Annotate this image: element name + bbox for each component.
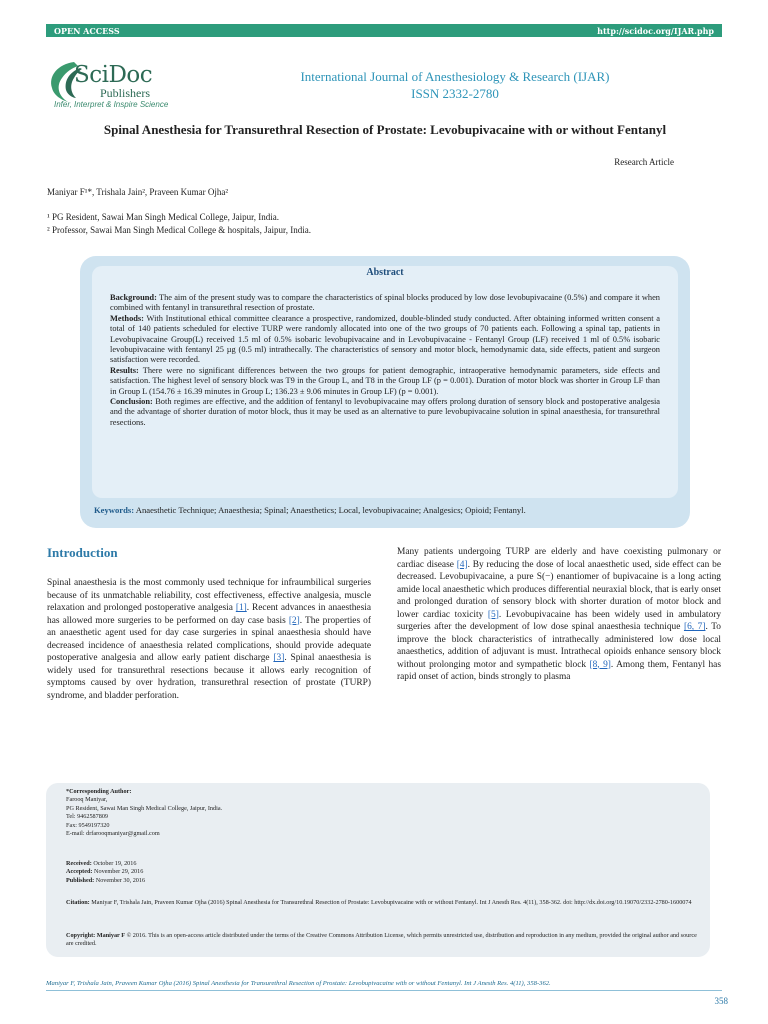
intro-left-column — [47, 577, 371, 702]
corresponding-author — [66, 788, 666, 838]
corr-email[interactable]: E-mail: drfarooqmaniyar@gmail.com — [66, 830, 160, 838]
intro-text: . Recent advances in anaesthesia has allowed more surgeries to be performed on day case basis — [47, 603, 371, 626]
citation-label: Citation: — [66, 899, 90, 906]
results-label: Results: — [110, 365, 139, 375]
corr-tel: Tel: 9462587809 — [66, 813, 109, 821]
article-title: Spinal Anesthesia for Transurethral Resection of Prostate: Levobupivacaine with or without Fentanyl — [103, 122, 667, 137]
ref-link[interactable]: [5] — [487, 609, 499, 620]
author-list: Maniyar F¹*, Trishala Jain², Praveen Kumar Ojha² — [47, 187, 229, 197]
article-type: Research Article — [614, 157, 674, 167]
open-access-label: OPEN ACCESS — [54, 25, 120, 36]
conclusion-text: Both regimes are effective, and the addition of fentanyl to levobupivacaine may offers prolong duration of sensory block and postoperative analgesia and the advantage of shorter duration of motor block, thus it may be used as an alternative to pure levobupivacaine solution in spinal anaesthesia, for transurethral resections. — [110, 397, 660, 427]
abstract-body — [110, 293, 660, 428]
keywords-label: Keywords: — [94, 505, 135, 515]
background-text: The aim of the present study was to compare the characteristics of spinal blocks produced by low dose levobupivacaine (0.5%) and compare it when combined with fentanyl in transurethral resection of prostate. — [110, 293, 660, 313]
keywords-line — [94, 505, 684, 515]
intro-text: . Among them, Fentanyl has rapid onset of action, binds strongly to plasma — [397, 659, 721, 682]
copyright-block — [66, 932, 700, 949]
abstract-heading: Abstract — [366, 267, 404, 278]
conclusion-label: Conclusion: — [110, 397, 153, 407]
introduction-heading: Introduction — [47, 545, 118, 560]
ref-link[interactable]: [4] — [456, 559, 468, 570]
header-bar — [46, 24, 722, 37]
citation-block — [66, 899, 700, 907]
published-label: Published: — [66, 876, 95, 884]
scidoc-logo — [44, 58, 204, 112]
abstract-methods — [110, 314, 660, 366]
received-date: October 19, 2016 — [93, 860, 137, 867]
keywords-text: Anaesthetic Technique; Anaesthesia; Spinal; Anaesthetics; Local, levobupivacaine; Analgesics; Opioid; Fentanyl. — [135, 505, 526, 515]
logo-tagline: Infer, Interpret & Inspire Science — [54, 100, 169, 109]
received-label: Received: — [66, 860, 92, 867]
logo-publishers: Publishers — [100, 86, 151, 100]
ref-link[interactable]: [1] — [235, 603, 247, 613]
ref-link[interactable]: [8, 9] — [589, 659, 611, 670]
affiliation-2: ² Professor, Sawai Man Singh Medical College & hospitals, Jaipur, India. — [47, 225, 311, 235]
page-number: 358 — [714, 996, 728, 1006]
dates-block — [66, 860, 666, 885]
accepted-label: Accepted: — [66, 868, 93, 876]
intro-text: . Spinal anaesthesia is widely used for transurethral resections because it allows early recognition of symptoms caused by over hydration, transurethral resection of prostate (TURP) syndrome, and bladder perforation. — [47, 653, 371, 701]
corr-fax: Fax: 9549197320 — [66, 821, 110, 829]
journal-name: International Journal of Anesthesiology & Research (IJAR) — [300, 69, 610, 84]
accepted-date: November 29, 2016 — [94, 868, 144, 876]
citation-text: Maniyar F, Trishala Jain, Praveen Kumar Ojha (2016) Spinal Anesthesia for Transurethral Resection of Prostate: Levobupivacaine with or without Fentanyl. Int J Anesth Res. 4(11), 358-362. doi: http://dx.doi.org/10.19070/2332-2780-1600074 — [91, 899, 692, 906]
intro-text: . To improve the block characteristics of intrathecally administered low dose local anaesthetics, addition of adjuvant is must. Intrathecal opioids enhance sensory block without prolonging motor and sympathetic block — [397, 622, 721, 670]
ref-link[interactable]: [6, 7] — [683, 622, 706, 632]
results-text: There were no significant differences between the two groups for patient demographic, intraoperative hemodynamic parameters, side effects and satisfaction. The highest level of sensory block was T9 in the Group L, and T8 in the Group LF (p = 0.001). Duration of motor block was shorter in Group LF than in Group L (154.76 ± 16.39 minutes in Group L; 136.23 ± 9.06 minutes in Group LF) (p = 0.001). — [110, 365, 660, 396]
abstract-results — [110, 366, 660, 397]
intro-text: Many patients undergoing TURP are elderly and have coexisting pulmonary or cardiac disease — [397, 547, 721, 570]
copyright-text: © 2016. This is an open-access article distributed under the terms of the Creative Commons Attribution License, which permits unrestricted use, distribution and reproduction in any medium, provided the original author and source are credited. — [66, 932, 697, 948]
background-label: Background: — [110, 293, 157, 302]
intro-text: Spinal anaesthesia is the most commonly used technique for infraumbilical surgeries because of its unmatchable reliability, cost effectiveness, effective analgesia, muscle relaxation and prolonged postoperative analgesia — [47, 578, 371, 613]
correspondence-box — [46, 783, 710, 957]
journal-header — [240, 68, 670, 102]
intro-text: . Levobupivacaine has been widely used in ambulatory surgeries after the development of low dose spinal anaesthesia technique — [397, 609, 722, 632]
corr-heading: *Corresponding Author: — [66, 788, 132, 795]
ref-link[interactable]: [3] — [273, 653, 285, 663]
affiliation-1: ¹ PG Resident, Sawai Man Singh Medical College, Jaipur, India. — [47, 212, 280, 222]
intro-right-column — [397, 546, 721, 684]
copyright-label: Copyright: Maniyar F — [66, 932, 126, 939]
footer-divider — [46, 990, 722, 991]
journal-url-link[interactable]: http://scidoc.org/IJAR.php — [597, 25, 714, 36]
methods-text: With Institutional ethical committee clearance a prospective, randomized, double-blinded study conducted. After obtaining informed written consent a total of 140 patients scheduled for elective TURP were randomly allocated into one of the two groups of 70 patients each. Following a spinal tap, patients in Levobupivacaine Group(L) received 1.5 ml of 0.5% isobaric levobupivacaine and in Levobupivacaine - Fentanyl Group (LF) received 1 ml of 0.5% isobaric levobupivacaine with fentanyl 25 µg (0.5 ml) intrathecally. The characteristics of sensory and motor block, hemodynamic data, side effects, patient and surgeon satisfaction were recorded. — [110, 313, 660, 365]
intro-text: . The properties of an anaesthetic agent used for day case surgeries in spinal anaesthesia should have decreased incidence of anaesthesia related complications, should provide adequate postoperative analgesia and allow early patient discharge — [47, 615, 371, 663]
corr-name: Farooq Maniyar, — [66, 796, 108, 804]
intro-text: . By reducing the dose of local anaesthetic used, side effect can be decreased. Levobupivacaine, a pure S(−) enantiomer of bupivacaine is a long acting amide local anaesthetic which produces differential neuraxial block, that is early onset and prolonged duration of sensory block with shorter duration of motor block and lower cardiac toxicity — [397, 559, 721, 620]
ref-link[interactable]: [2] — [288, 615, 300, 626]
methods-label: Methods: — [110, 313, 144, 323]
abstract-conclusion — [110, 397, 660, 428]
logo-name: SciDoc — [74, 62, 153, 88]
corr-address: PG Resident, Sawai Man Singh Medical College, Jaipur, India. — [66, 804, 223, 812]
footer-citation: Maniyar F, Trishala Jain, Praveen Kumar Ojha (2016) Spinal Anesthesia for Transurethral Resection of Prostate: Levobupivacaine with or without Fentanyl. Int J Anesth Res. 4(11), 358-362. — [46, 980, 551, 987]
published-date: November 30, 2016 — [95, 876, 146, 884]
journal-issn: ISSN 2332-2780 — [411, 86, 499, 101]
abstract-background — [110, 293, 660, 314]
